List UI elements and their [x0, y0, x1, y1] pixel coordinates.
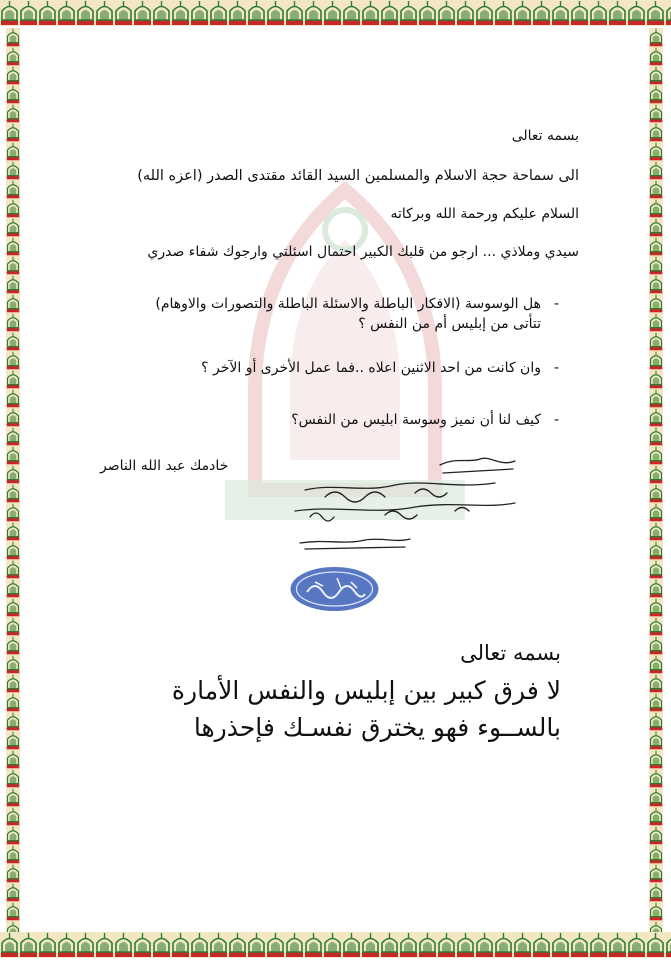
border-ornament-tile — [0, 503, 26, 522]
border-ornament-tile — [627, 932, 646, 958]
border-ornament-tile — [0, 655, 26, 674]
question-2-text: وان كانت من احد الاثنين اعلاه ..فما عمل الأخرى أو الآخر ؟ — [201, 360, 541, 376]
border-ornament-tile — [532, 0, 551, 26]
border-ornament-tile — [456, 932, 475, 958]
border-ornament-tile — [19, 932, 38, 958]
border-ornament-tile — [0, 921, 26, 932]
bullet-dash: - — [553, 360, 559, 376]
border-ornament-tile — [589, 0, 608, 26]
border-ornament-tile — [437, 0, 456, 26]
border-ornament-tile — [665, 0, 671, 26]
border-ornament-tile — [114, 932, 133, 958]
border-ornament-tile — [0, 161, 26, 180]
border-ornament-tile — [0, 351, 26, 370]
border-ornament-tile — [643, 674, 669, 693]
border-ornament-tile — [494, 932, 513, 958]
border-ornament-tile — [437, 932, 456, 958]
border-ornament-tile — [643, 465, 669, 484]
border-ornament-tile — [643, 522, 669, 541]
border-ornament-tile — [266, 0, 285, 26]
border-ornament-tile — [0, 788, 26, 807]
border-ornament-tile — [643, 332, 669, 351]
border-ornament-tile — [76, 932, 95, 958]
border-ornament-tile — [643, 541, 669, 560]
border-ornament-tile — [643, 750, 669, 769]
border-ornament-tile — [0, 218, 26, 237]
border-ornament-tile — [304, 0, 323, 26]
border-ornament-tile — [643, 560, 669, 579]
border-ornament-tile — [643, 389, 669, 408]
border-ornament-tile — [646, 932, 665, 958]
border-ornament-tile — [285, 932, 304, 958]
border-ornament-tile — [0, 465, 26, 484]
border-ornament-tile — [643, 636, 669, 655]
question-3-text: كيف لنا أن نميز وسوسة ابليس من النفس؟ — [291, 412, 541, 428]
border-ornament-tile — [228, 932, 247, 958]
question-1 — [155, 296, 559, 312]
border-ornament-tile — [171, 932, 190, 958]
border-ornament-tile — [76, 0, 95, 26]
border-ornament-tile — [589, 932, 608, 958]
decorative-border-bottom — [0, 932, 671, 960]
border-ornament-tile — [643, 769, 669, 788]
border-ornament-tile — [0, 389, 26, 408]
border-ornament-tile — [57, 0, 76, 26]
border-ornament-tile — [643, 199, 669, 218]
border-ornament-tile — [0, 864, 26, 883]
border-ornament-tile — [38, 932, 57, 958]
decorative-border-right — [643, 28, 671, 932]
border-ornament-tile — [643, 66, 669, 85]
border-ornament-tile — [342, 0, 361, 26]
border-ornament-tile — [0, 47, 26, 66]
border-ornament-tile — [0, 0, 19, 26]
border-ornament-tile — [551, 932, 570, 958]
letter-addressee: الى سماحة حجة الاسلام والمسلمين السيد القائد مقتدى الصدر (اعزه الله) — [137, 168, 579, 184]
border-ornament-tile — [0, 28, 26, 47]
border-ornament-tile — [643, 788, 669, 807]
border-ornament-tile — [0, 313, 26, 332]
border-ornament-tile — [643, 28, 669, 47]
border-ornament-tile — [643, 712, 669, 731]
border-ornament-tile — [0, 85, 26, 104]
border-ornament-tile — [95, 0, 114, 26]
letter-intro: سيدي وملاذي ... ارجو من قلبك الكبير احتمال اسئلتي وارجوك شفاء صدري — [147, 244, 579, 260]
border-ornament-tile — [0, 332, 26, 351]
border-ornament-tile — [38, 0, 57, 26]
border-ornament-tile — [418, 0, 437, 26]
border-ornament-tile — [643, 85, 669, 104]
border-ornament-tile — [643, 617, 669, 636]
border-ornament-tile — [266, 932, 285, 958]
border-ornament-tile — [0, 826, 26, 845]
border-ornament-tile — [643, 598, 669, 617]
border-ornament-tile — [152, 932, 171, 958]
border-ornament-tile — [643, 123, 669, 142]
border-ornament-tile — [0, 560, 26, 579]
border-ornament-tile — [380, 0, 399, 26]
border-ornament-tile — [228, 0, 247, 26]
border-ornament-tile — [0, 750, 26, 769]
border-ornament-tile — [494, 0, 513, 26]
border-ornament-tile — [190, 0, 209, 26]
border-ornament-tile — [643, 731, 669, 750]
reply-basmala: بسمه تعالى — [460, 641, 561, 665]
border-ornament-tile — [0, 275, 26, 294]
border-ornament-tile — [209, 932, 228, 958]
border-ornament-tile — [57, 932, 76, 958]
ink-seal-stamp — [287, 564, 382, 614]
border-ornament-tile — [0, 674, 26, 693]
border-ornament-tile — [0, 66, 26, 85]
border-ornament-tile — [0, 408, 26, 427]
border-ornament-tile — [0, 294, 26, 313]
border-ornament-tile — [19, 0, 38, 26]
border-ornament-tile — [643, 408, 669, 427]
border-ornament-tile — [114, 0, 133, 26]
border-ornament-tile — [643, 655, 669, 674]
border-ornament-tile — [399, 932, 418, 958]
border-ornament-tile — [247, 0, 266, 26]
border-ornament-tile — [643, 370, 669, 389]
border-ornament-tile — [0, 902, 26, 921]
border-ornament-tile — [0, 541, 26, 560]
border-ornament-tile — [0, 693, 26, 712]
border-ornament-tile — [627, 0, 646, 26]
border-ornament-tile — [643, 256, 669, 275]
border-ornament-tile — [643, 484, 669, 503]
border-ornament-tile — [0, 427, 26, 446]
decorative-border-left — [0, 28, 28, 932]
border-ornament-tile — [0, 883, 26, 902]
border-ornament-tile — [0, 636, 26, 655]
border-ornament-tile — [0, 807, 26, 826]
border-ornament-tile — [0, 731, 26, 750]
border-ornament-tile — [380, 932, 399, 958]
border-ornament-tile — [0, 484, 26, 503]
border-ornament-tile — [323, 932, 342, 958]
question-1-line-2: تتأتى من إبليس أم من النفس ؟ — [358, 316, 541, 332]
letter-basmala: بسمه تعالى — [511, 128, 579, 144]
border-ornament-tile — [643, 427, 669, 446]
border-ornament-tile — [532, 932, 551, 958]
reply-text-line-1: لا فرق كبير بين إبليس والنفس الأمارة — [171, 676, 561, 705]
border-ornament-tile — [418, 932, 437, 958]
border-ornament-tile — [513, 932, 532, 958]
border-ornament-tile — [643, 446, 669, 465]
question-1-line-1: هل الوسوسة (الافكار الباطلة والاسئلة الباطلة والتصورات والاوهام) — [155, 296, 541, 312]
bullet-dash: - — [553, 412, 559, 428]
border-ornament-tile — [0, 769, 26, 788]
border-ornament-tile — [399, 0, 418, 26]
border-ornament-tile — [643, 104, 669, 123]
border-ornament-tile — [608, 0, 627, 26]
border-ornament-tile — [608, 932, 627, 958]
border-ornament-tile — [361, 0, 380, 26]
border-ornament-tile — [643, 921, 669, 932]
border-ornament-tile — [570, 0, 589, 26]
border-ornament-tile — [323, 0, 342, 26]
border-ornament-tile — [0, 598, 26, 617]
border-ornament-tile — [643, 902, 669, 921]
border-ornament-tile — [643, 180, 669, 199]
border-ornament-tile — [643, 237, 669, 256]
question-3 — [291, 412, 559, 428]
border-ornament-tile — [133, 932, 152, 958]
border-ornament-tile — [0, 579, 26, 598]
question-2 — [201, 360, 559, 376]
border-ornament-tile — [456, 0, 475, 26]
border-ornament-tile — [643, 826, 669, 845]
border-ornament-tile — [475, 932, 494, 958]
border-ornament-tile — [643, 313, 669, 332]
border-ornament-tile — [209, 0, 228, 26]
border-ornament-tile — [152, 0, 171, 26]
letter-greeting: السلام عليكم ورحمة الله وبركاته — [390, 206, 579, 222]
border-ornament-tile — [643, 883, 669, 902]
border-ornament-tile — [190, 932, 209, 958]
bullet-dash: - — [553, 296, 559, 312]
border-ornament-tile — [0, 123, 26, 142]
border-ornament-tile — [570, 932, 589, 958]
border-ornament-tile — [285, 0, 304, 26]
border-ornament-tile — [643, 503, 669, 522]
border-ornament-tile — [643, 161, 669, 180]
border-ornament-tile — [0, 845, 26, 864]
border-ornament-tile — [643, 845, 669, 864]
border-ornament-tile — [643, 864, 669, 883]
border-ornament-tile — [643, 218, 669, 237]
border-ornament-tile — [361, 932, 380, 958]
border-ornament-tile — [665, 932, 671, 958]
border-ornament-tile — [643, 807, 669, 826]
border-ornament-tile — [0, 256, 26, 275]
reply-text-line-2: بالســوء فهو يخترق نفسـك فإحذرها — [193, 713, 561, 742]
border-ornament-tile — [643, 294, 669, 313]
border-ornament-tile — [551, 0, 570, 26]
border-ornament-tile — [0, 446, 26, 465]
border-ornament-tile — [0, 712, 26, 731]
handwritten-reply-signature — [265, 445, 535, 575]
border-ornament-tile — [0, 932, 19, 958]
border-ornament-tile — [133, 0, 152, 26]
border-ornament-tile — [0, 617, 26, 636]
border-ornament-tile — [475, 0, 494, 26]
border-ornament-tile — [0, 180, 26, 199]
border-ornament-tile — [646, 0, 665, 26]
border-ornament-tile — [643, 142, 669, 161]
border-ornament-tile — [342, 932, 361, 958]
border-ornament-tile — [304, 932, 323, 958]
border-ornament-tile — [643, 693, 669, 712]
border-ornament-tile — [0, 522, 26, 541]
border-ornament-tile — [0, 370, 26, 389]
border-ornament-tile — [0, 142, 26, 161]
border-ornament-tile — [643, 47, 669, 66]
decorative-border-top — [0, 0, 671, 28]
border-ornament-tile — [247, 932, 266, 958]
border-ornament-tile — [513, 0, 532, 26]
border-ornament-tile — [643, 275, 669, 294]
border-ornament-tile — [643, 351, 669, 370]
border-ornament-tile — [0, 104, 26, 123]
border-ornament-tile — [95, 932, 114, 958]
letter-sender: خادمك عبد الله الناصر — [100, 458, 229, 474]
border-ornament-tile — [171, 0, 190, 26]
border-ornament-tile — [0, 199, 26, 218]
border-ornament-tile — [643, 579, 669, 598]
border-ornament-tile — [0, 237, 26, 256]
